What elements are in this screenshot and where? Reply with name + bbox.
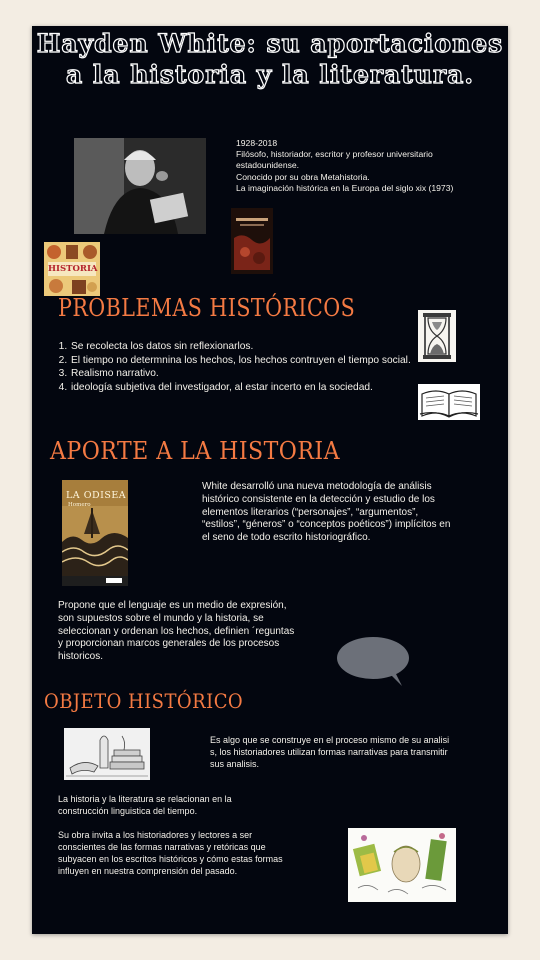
odisea-book-author: Homero — [68, 502, 91, 508]
bio-line-work: La imaginación histórica en la Europa del siglo xix (1973) — [236, 182, 454, 193]
list-item: 2. El tiempo no determnina los hechos, los hechos contruyen el tiempo social. — [70, 354, 440, 368]
objeto-text-relacion: La historia y la literatura se relacionan en la construcción linguistica del tiempo. — [58, 794, 232, 816]
hourglass-icon — [418, 310, 456, 362]
bio-line-nationality: estadounidense. — [236, 160, 300, 171]
objeto-heading: OBJETO HISTÓRICO — [44, 689, 244, 713]
odisea-book-title: LA ODISEA — [66, 490, 127, 501]
collage-illustration-image — [348, 828, 456, 902]
problemas-list — [56, 340, 440, 394]
portrait-illustration — [74, 138, 206, 234]
poster-title: Hayden White: su aportaciones a la historia y la literatura. — [36, 29, 504, 89]
aporte-text: White desarrolló una nueva metodología de análisis histórico consistente en la detección y estudio de los elementos literarios (“personajes”, “argumentos”, “estilos”, “géneros” o “conceptos poéticos”) implícitos en el seno de todo escrito historiográfico. — [202, 481, 451, 544]
objeto-text-obra: Su obra invita a los historiadores y lectores a ser conscientes de las formas narrativas y retóricas que subyacen en los escritos históricos y cómo estas formas influyen en nuestra comprensión del pasado. — [58, 830, 283, 876]
infographic-poster — [32, 26, 508, 934]
open-book-icon — [418, 384, 480, 420]
bio-years: 1928-2018 — [236, 138, 278, 148]
cover-art — [231, 208, 273, 274]
list-item: 4. ideología subjetiva del investigador, al estar incerto en la sociedad. — [70, 381, 440, 395]
bio-line-known-for: Conocido por su obra Metahistoria. — [236, 171, 370, 182]
list-item: 3. Realismo narrativo. — [70, 367, 440, 381]
historia-label: HISTORIA — [48, 264, 98, 274]
bio-block — [236, 138, 476, 194]
hourglass-image — [418, 310, 456, 362]
collage-art — [348, 828, 456, 902]
metahistoria-cover-image — [231, 208, 273, 274]
speech-bubble-icon — [336, 634, 412, 690]
hayden-white-photo — [74, 138, 206, 234]
still-life-drawing-image — [64, 728, 150, 780]
open-book-image — [418, 384, 480, 420]
bio-line-profession: Filósofo, historiador, escritor y profesor universitario — [236, 149, 433, 160]
aporte-heading: APORTE A LA HISTORIA — [50, 437, 341, 465]
still-life-art — [64, 728, 150, 780]
problemas-heading: PROBLEMAS HISTÓRICOS — [58, 294, 356, 322]
historia-image — [44, 242, 100, 296]
aporte-text-lenguaje: Propone que el lenguaje es un medio de expresión, son supuestos sobre el mundo y la historia, se seleccionan y ordenan los hechos, definien ´reguntas y proporcionan marcos generales de los procesos historicos. — [58, 600, 295, 663]
la-odisea-cover-image — [62, 480, 128, 586]
objeto-text: Es algo que se construye en el proceso mismo de su analisi s, los historiadores utilizan formas narrativas para transmitir sus analisis. — [210, 735, 450, 769]
list-item: 1. Se recolecta los datos sin reflexionarlos. — [70, 340, 440, 354]
speech-bubble-shape — [336, 634, 412, 690]
